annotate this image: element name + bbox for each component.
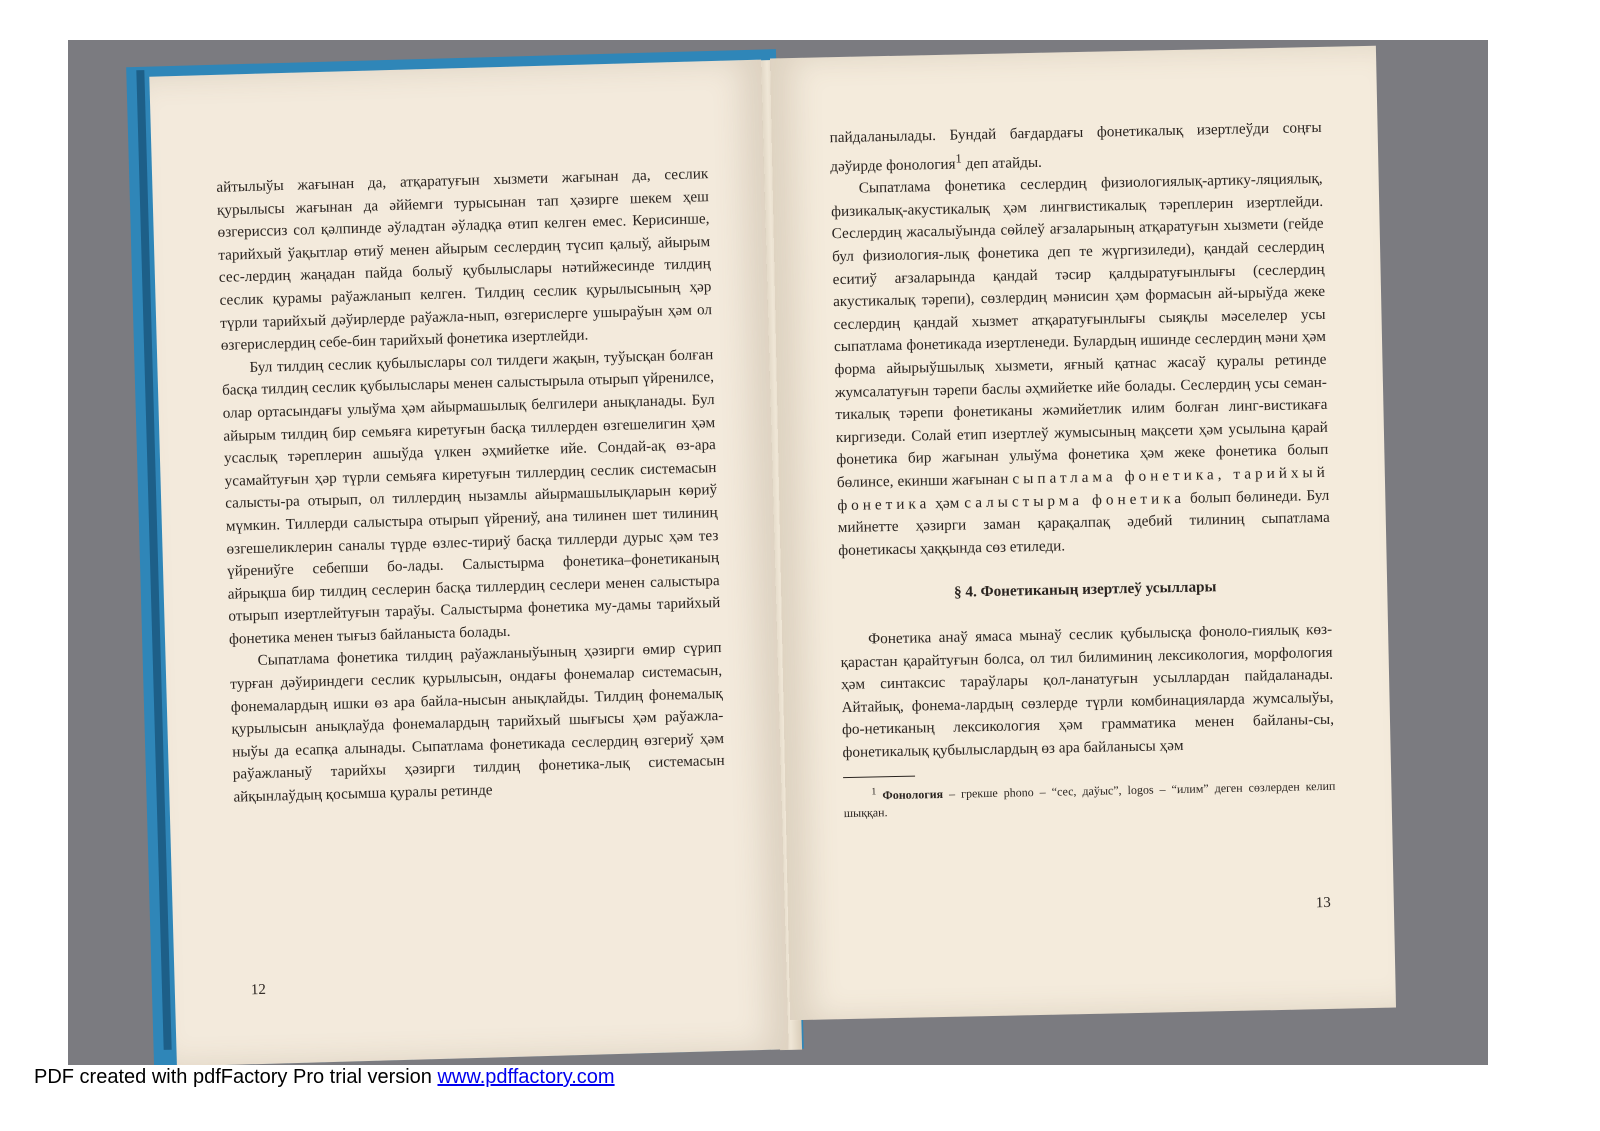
right-paragraph-1-tail: деп атайды.: [961, 153, 1043, 173]
scanned-book-spread: [68, 40, 1488, 1065]
footnote-term: Фонология: [882, 786, 944, 802]
left-page-text: [216, 163, 725, 809]
footnote: [843, 773, 1336, 821]
right-paragraph-2-tail: болып бөлинеди. Бул мийнетте ҳәзирги заман қарақалпақ әдебий тилиниң сыпатлама фонетикасы ҳаққында сөз етиледи.: [837, 486, 1330, 559]
left-paragraph-3: Сыпатлама фонетика тилдиң раўажланыўының ҳәзирги өмир сүрип турған дәўириндеги сеслик қурылысын, ондағы фонемалар системасын, фонемалардың ишки өз ара байла-нысын анықлайды. Тилдиң фонемалық қурылысын анықлаўда фонемалардың тарийхый шығысы ҳәм раўажла-ныўы да есапқа алынады. Сыпатлама фонетикада сеслердиң өзгериў ҳәм раўажланыў тарийхы ҳәзирги тилдиң фонетика-лық системасын айқынлаўдың қосымша қуралы ретинде: [230, 639, 725, 806]
right-paragraph-2-text: Сыпатлама фонетика сеслердиң физиологиялық-артику-ляциялық, физикалық-акустикалық ҳәм лингвистикалық тәреплерин изертлейди. Сеслердиң жасалыўында сөйлеў ағзаларының атқаратуғын хызмети (гейде бул физиология-лық фонетика деп те жүргизиледи), қандай сеслердиң еситиў ағзаларында қандай тәсир қалдыратуғынлығы (сеслердиң акустикалық тәрепи), сөзлердиң мәнисин ҳәм формасын ай-ырыўда жеке сеслердиң қандай хызмет атқаратуғынлығы сыяқлы мәселелер усы сыпатлама фонетикада изертленеди. Булардың ишинде сеслердиң мәни ҳәм форма айырыўшылық хызмети, яғный қатнас жасаў қуралы ретинде жумсалатуғын тәрепи баслы әҳмийетке ийе болады. Сеслердиң усы семан-тикалық тәрепи фонетиканы жәмийетлик илим болған линг-вистикаға киргизеди. Солай етип изертлеў жумысының мақсети ҳәм усылына қарай фонетика бир жағынан улыўма фонетика ҳәм жеке фонетика болып бөлинсе, екинши жағынан: [831, 170, 1329, 492]
right-paragraph-2-spaced-1: сыпатлама фонетика, тарийхый фонетика: [837, 463, 1329, 514]
footnote-rule: [843, 775, 915, 778]
footer-text: PDF created with pdfFactory Pro trial version: [34, 1066, 438, 1088]
footnote-mark: 1: [871, 785, 877, 797]
left-paragraph-2: Бул тилдиң сеслик қубылыслары сол тилдеги жақын, туўысқан болған басқа тилдиң сеслик қубылыслары менен салыстырыла отырып үйренилсе, олар ортасындағы улыўма ҳәм айырмашылық белгилери анықланады. Бул айырым тилдиң бир семьяға киретуғын басқа тиллерден өзгешелигин ҳәм усаслық тәреплерин ашыўда үлкен әҳмийетке ийе. Сондай-ақ өз-ара усамайтуғын ҳәр түрли семьяға киретуғын тиллердиң сеслик системасын салысты-ра отырып, ол тиллердиң нызамлы айырмашылықларын көриў мүмкин. Тиллерди салыстыра отырып үйрениў, ана тилинен шет тилиниң өзгешеликлерин саналы түрде өзлес-тириў басқа тиллерди дурыс ҳәм тез үйрениўге себепши бо-лады. Салыстырма фонетика–фонетиканың айрықша бир тилдиң сеслерин басқа тиллердиң сеслери менен салыстыра отырып изертлейтуғын тараўы. Салыстырма фонетика му-дамы тарийхый фонетика менен тығыз байланыста болады.: [221, 345, 721, 648]
footnote-reference: 1: [955, 151, 962, 166]
right-paragraph-3: Фонетика анаў ямаса мынаў сеслик қубылысқа фоноло-гиялық көз-қарастан қарайтуғын болса, ол тил билиминиң лексикология, морфология ҳәм синтаксис тараўлары қол-ланатуғын усыллардан пайдаланады. Айтайық, фонема-лардың сөзлерде түрли комбинацияларда жумсалыўы, фо-нетиканың лексикология ҳәм грамматика менен байланы-сы, фонетикалық қубылыслардың өз ара байланысы ҳәм: [840, 620, 1335, 761]
right-paragraph-2: [831, 168, 1331, 562]
left-page: [149, 60, 788, 1065]
left-paragraph-1: айтылыўы жағынан да, атқаратуғын хызмети жағынан да, сеслик қурылысы жағынан да әййемги турысынан тап ҳәзирге шекем ҳеш өзгериссиз сол қәлпинде әўладтан әўладқа өтип келген емес. Керисинше, тарийхый ўақытлар өтиў менен айырым сеслердиң түсип қалыў, айырым сес-лердиң жаңадан пайда болыў қубылыслары нәтийжесинде тилдиң сеслик қурамы раўажланып келген. Тилдиң сеслик қурылысының ҳәр түрли тарийхый дәўирлерде раўажла-нып, өзгерислерге ушыраўын ҳәм ол өзгерислердиң себе-бин тарийхый фонетика изертлейди.: [216, 165, 713, 354]
right-paragraph-2-mid: ҳәм: [930, 494, 965, 512]
right-page-text: [829, 117, 1335, 822]
right-page: [770, 46, 1396, 1020]
pdf-footer: [34, 1066, 615, 1089]
right-page-number: 13: [1315, 894, 1331, 912]
section-heading: § 4. Фонетиканың изертлеў усыллары: [953, 578, 1217, 602]
pdffactory-link[interactable]: www.pdffactory.com: [437, 1066, 615, 1088]
right-paragraph-1-text: пайдаланылады. Бундай бағдардағы фонетикалық изертлеўди соңғы дәўирде фонология: [829, 118, 1322, 175]
footnote-text: – грекше phono – “сес, даўыс”, logos – “илим” деген сөзлерден келип шыққан.: [843, 778, 1336, 820]
right-paragraph-2-spaced-2: салыстырма фонетика: [964, 489, 1186, 512]
left-page-number: 12: [250, 981, 267, 999]
